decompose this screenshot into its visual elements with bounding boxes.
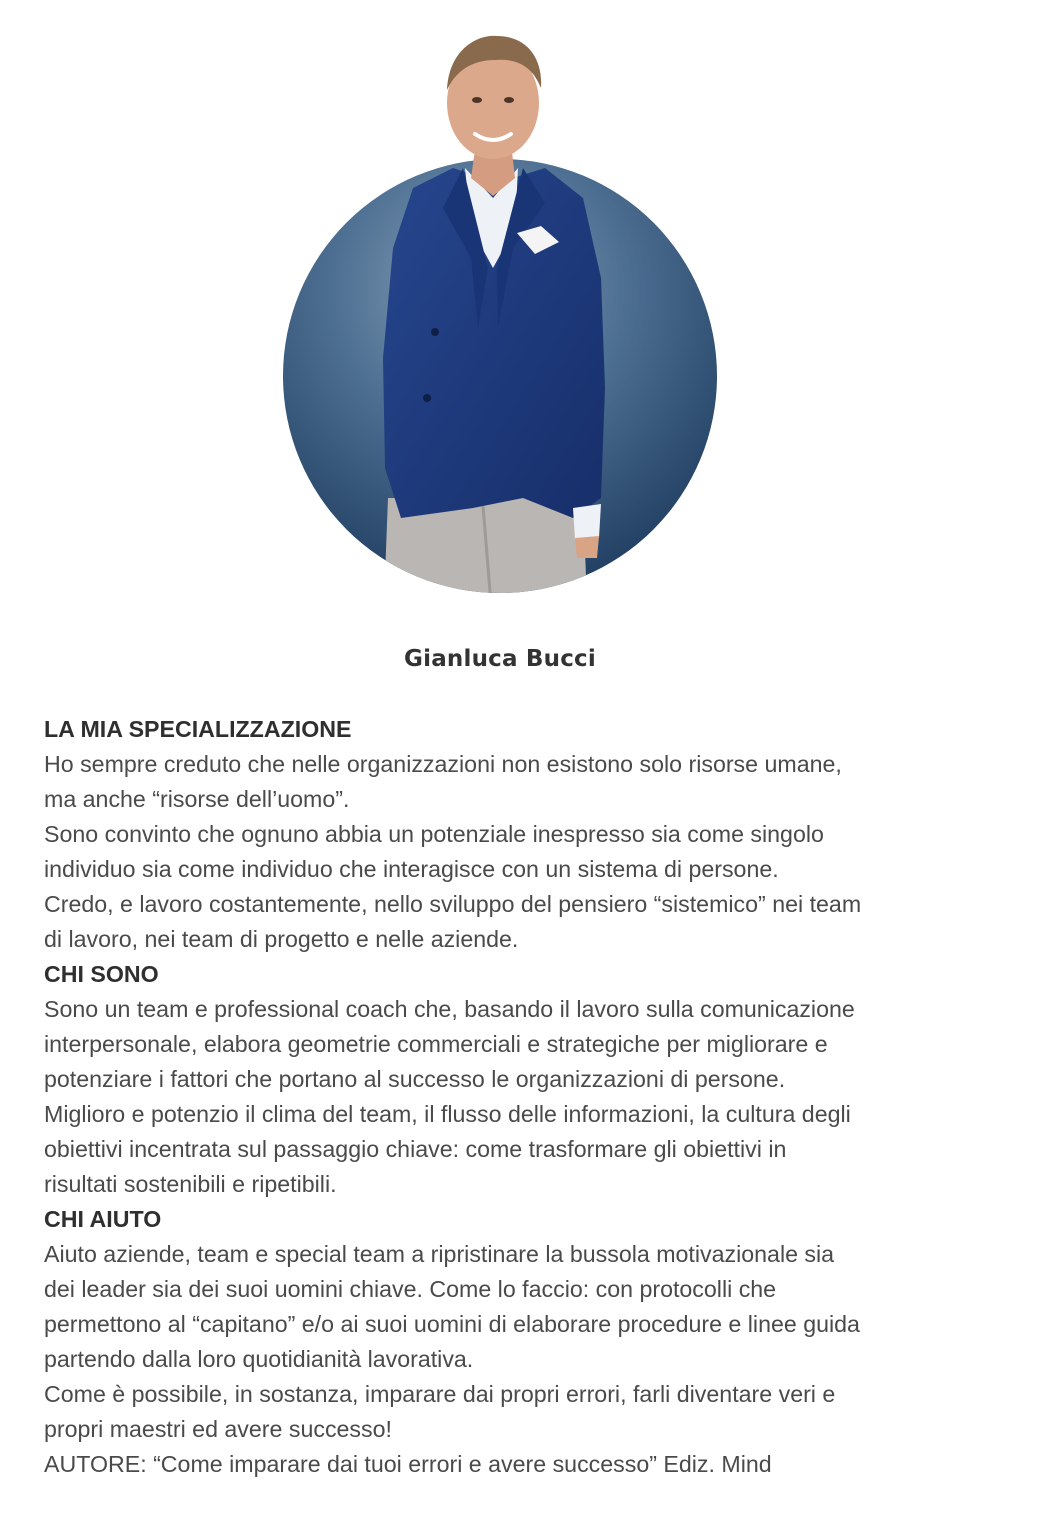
section-heading-specialization: LA MIA SPECIALIZZAZIONE <box>44 716 352 742</box>
bio-line: Sono un team e professional coach che, basando il lavoro sulla comunicazione <box>44 996 855 1022</box>
bio-line: dei leader sia dei suoi uomini chiave. Come lo faccio: con protocolli che <box>44 1276 777 1302</box>
profile-name: Gianluca Bucci <box>404 646 596 672</box>
bio-line: Miglioro e potenzio il clima del team, il flusso delle informazioni, la cultura degli <box>44 1101 851 1127</box>
bio-line: risultati sostenibili e ripetibili. <box>44 1171 337 1197</box>
bio-line: Aiuto aziende, team e special team a ripristinare la bussola motivazionale sia <box>44 1241 835 1267</box>
bio-line: partendo dalla loro quotidianità lavorativa. <box>44 1346 474 1372</box>
bio-text <box>44 712 974 1482</box>
profile-photo <box>283 28 719 593</box>
section-heading-about: CHI SONO <box>44 961 159 987</box>
bio-line: di lavoro, nei team di progetto e nelle aziende. <box>44 926 519 952</box>
bio-line: permettono al “capitano” e/o ai suoi uomini di elaborare procedure e linee guida <box>44 1311 860 1337</box>
portrait-photo-icon <box>283 28 719 593</box>
bio-line: individuo sia come individuo che interagisce con un sistema di persone. <box>44 856 779 882</box>
bio-line: propri maestri ed avere successo! <box>44 1416 392 1442</box>
bio-line: Credo, e lavoro costantemente, nello sviluppo del pensiero “sistemico” nei team <box>44 891 862 917</box>
bio-line: obiettivi incentrata sul passaggio chiave: come trasformare gli obiettivi in <box>44 1136 787 1162</box>
bio-line: Ho sempre creduto che nelle organizzazioni non esistono solo risorse umane, <box>44 751 842 777</box>
bio-line: Sono convinto che ognuno abbia un potenziale inespresso sia come singolo <box>44 821 824 847</box>
bio-line: interpersonale, elabora geometrie commerciali e strategiche per migliorare e <box>44 1031 828 1057</box>
bio-line: Come è possibile, in sostanza, imparare dai propri errori, farli diventare veri e <box>44 1381 836 1407</box>
bio-line: ma anche “risorse dell’uomo”. <box>44 786 350 812</box>
author-line: AUTORE: “Come imparare dai tuoi errori e avere successo” Ediz. Mind <box>44 1451 772 1477</box>
bio-line: potenziare i fattori che portano al successo le organizzazioni di persone. <box>44 1066 786 1092</box>
section-heading-who-i-help: CHI AIUTO <box>44 1206 162 1232</box>
